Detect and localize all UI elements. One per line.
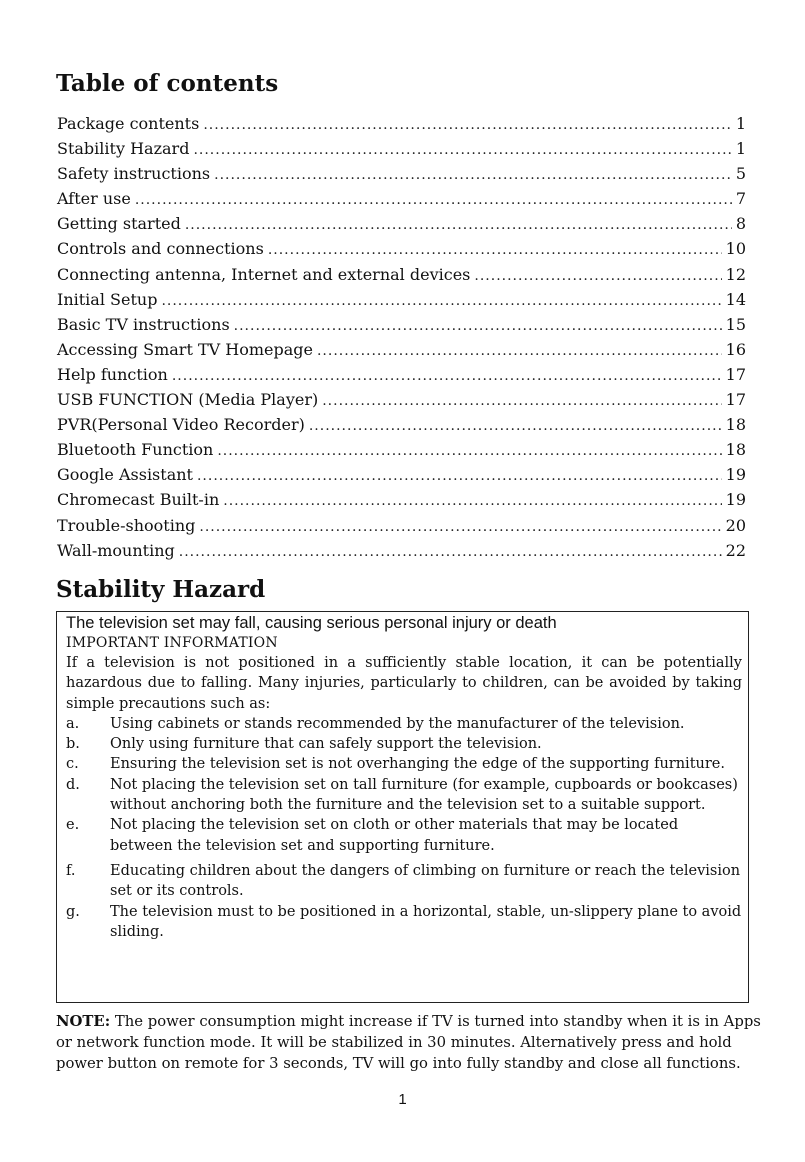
toc-entry-page: 16	[725, 339, 746, 359]
toc-leader-dots	[135, 188, 732, 213]
toc-title: Table of contents	[56, 70, 279, 97]
stability-hazard-box	[56, 611, 749, 1003]
toc-entry[interactable]	[57, 462, 746, 487]
toc-entry-page: 8	[735, 214, 746, 234]
toc-entry-page: 18	[725, 440, 746, 460]
precaution-item	[66, 714, 742, 734]
toc-entry-label: Chromecast Built-in	[57, 490, 220, 510]
precaution-text: Educating children about the dangers of climbing on furniture or reach the television set or its controls.	[110, 862, 741, 900]
toc-entry-label: Controls and connections	[57, 239, 264, 259]
toc-leader-dots	[234, 314, 722, 339]
note-text: The power consumption might increase if TV is turned into standby when it is in Apps or network function mode. It will be stabilized in 30 minutes. Alternatively press and hold power button on remote for 3 seconds, TV will go into fully standby and close all functions.	[56, 1013, 761, 1072]
toc-leader-dots	[185, 213, 732, 238]
toc-entry[interactable]	[57, 161, 746, 186]
toc-entry-page: 5	[735, 164, 746, 184]
power-note	[56, 1011, 770, 1074]
precaution-item	[66, 775, 742, 816]
table-of-contents	[57, 111, 746, 563]
toc-entry[interactable]	[57, 136, 746, 161]
toc-entry-label: Connecting antenna, Internet and external devices	[57, 264, 471, 284]
toc-leader-dots	[203, 113, 731, 138]
toc-entry-page: 7	[735, 189, 746, 209]
toc-entry[interactable]	[57, 312, 746, 337]
precaution-marker: d.	[66, 776, 80, 793]
toc-entry-page: 15	[725, 314, 746, 334]
toc-entry-label: Stability Hazard	[57, 139, 190, 159]
toc-entry-page: 14	[725, 289, 746, 309]
toc-entry[interactable]	[57, 437, 746, 462]
toc-entry-label: Bluetooth Function	[57, 440, 214, 460]
precaution-marker: e.	[66, 817, 80, 834]
precaution-text: Ensuring the television set is not overhanging the edge of the supporting furniture.	[110, 756, 725, 773]
toc-entry[interactable]	[57, 111, 746, 136]
toc-entry-page: 12	[725, 264, 746, 284]
toc-leader-dots	[317, 339, 722, 364]
toc-entry[interactable]	[57, 362, 746, 387]
toc-entry-label: Safety instructions	[57, 164, 211, 184]
toc-leader-dots	[268, 238, 722, 263]
toc-entry-page: 19	[725, 490, 746, 510]
toc-entry-label: Getting started	[57, 214, 181, 234]
precaution-text: Not placing the television set on cloth or other materials that may be located between the television set and supporting furniture.	[110, 817, 679, 854]
toc-entry[interactable]	[57, 236, 746, 261]
hazard-warning-heading: The television set may fall, causing serious personal injury or death	[66, 614, 557, 632]
precautions-list	[66, 714, 742, 942]
stability-hazard-title: Stability Hazard	[56, 576, 266, 603]
toc-leader-dots	[193, 138, 731, 163]
toc-leader-dots	[474, 264, 721, 289]
toc-entry-page: 19	[725, 465, 746, 485]
precaution-marker: f.	[66, 862, 76, 879]
precaution-item	[66, 754, 742, 774]
toc-leader-dots	[217, 439, 721, 464]
important-information-label: IMPORTANT INFORMATION	[66, 635, 278, 651]
precaution-marker: a.	[66, 715, 80, 732]
toc-entry-page: 18	[725, 415, 746, 435]
toc-leader-dots	[223, 489, 721, 514]
precaution-text: The television must to be positioned in a horizontal, stable, un-slippery plane to avoid sliding.	[110, 903, 742, 940]
toc-entry-label: USB FUNCTION (Media Player)	[57, 390, 319, 410]
precaution-marker: g.	[66, 903, 80, 920]
toc-entry[interactable]	[57, 262, 746, 287]
toc-leader-dots	[197, 464, 722, 489]
toc-leader-dots	[214, 163, 732, 188]
toc-entry[interactable]	[57, 186, 746, 211]
toc-entry-page: 1	[735, 139, 746, 159]
page-number: 1	[398, 1091, 407, 1108]
toc-entry-label: Accessing Smart TV Homepage	[57, 339, 313, 359]
precaution-item	[66, 815, 742, 856]
toc-entry-page: 10	[725, 239, 746, 259]
toc-leader-dots	[179, 540, 722, 565]
toc-entry-page: 20	[725, 515, 746, 535]
precaution-item	[66, 734, 742, 754]
toc-entry-label: Package contents	[57, 114, 200, 133]
precaution-item	[66, 902, 742, 943]
toc-entry-page: 1	[735, 114, 746, 133]
toc-entry-page: 17	[725, 364, 746, 384]
precaution-text: Not placing the television set on tall furniture (for example, cupboards or bookcases) without anchoring both the furniture and the television set to a suitable support.	[110, 776, 738, 814]
toc-leader-dots	[309, 414, 722, 439]
toc-entry-label: Initial Setup	[57, 289, 158, 309]
toc-entry[interactable]	[57, 337, 746, 362]
toc-entry[interactable]	[57, 538, 746, 563]
toc-leader-dots	[322, 389, 721, 414]
toc-entry[interactable]	[57, 387, 746, 412]
precaution-text: Using cabinets or stands recommended by the manufacturer of the television.	[110, 715, 685, 732]
toc-entry-label: Wall-mounting	[57, 540, 175, 560]
toc-entry-label: Google Assistant	[57, 465, 193, 485]
note-label: NOTE:	[56, 1013, 111, 1030]
toc-entry[interactable]	[57, 487, 746, 512]
toc-entry-page: 17	[725, 390, 746, 410]
toc-leader-dots	[161, 289, 721, 314]
toc-entry-label: After use	[57, 189, 131, 209]
toc-leader-dots	[172, 364, 722, 389]
precaution-text: Only using furniture that can safely support the television.	[110, 736, 542, 753]
toc-entry[interactable]	[57, 211, 746, 236]
hazard-intro-text: If a television is not positioned in a sufficiently stable location, it can be potentially hazardous due to falling. Many injuries, particularly to children, can be avoided by taking simple precautions such as:	[66, 655, 742, 712]
toc-entry-label: Help function	[57, 364, 168, 384]
toc-entry-page: 22	[725, 540, 746, 560]
toc-entry-label: PVR(Personal Video Recorder)	[57, 415, 305, 435]
precaution-marker: b.	[66, 736, 80, 753]
precaution-item	[66, 861, 742, 902]
toc-entry-label: Trouble-shooting	[57, 515, 196, 535]
precaution-marker: c.	[66, 756, 79, 773]
toc-entry[interactable]	[57, 513, 746, 538]
toc-entry[interactable]	[57, 287, 746, 312]
toc-entry-label: Basic TV instructions	[57, 314, 230, 334]
toc-entry[interactable]	[57, 412, 746, 437]
toc-leader-dots	[199, 515, 721, 540]
